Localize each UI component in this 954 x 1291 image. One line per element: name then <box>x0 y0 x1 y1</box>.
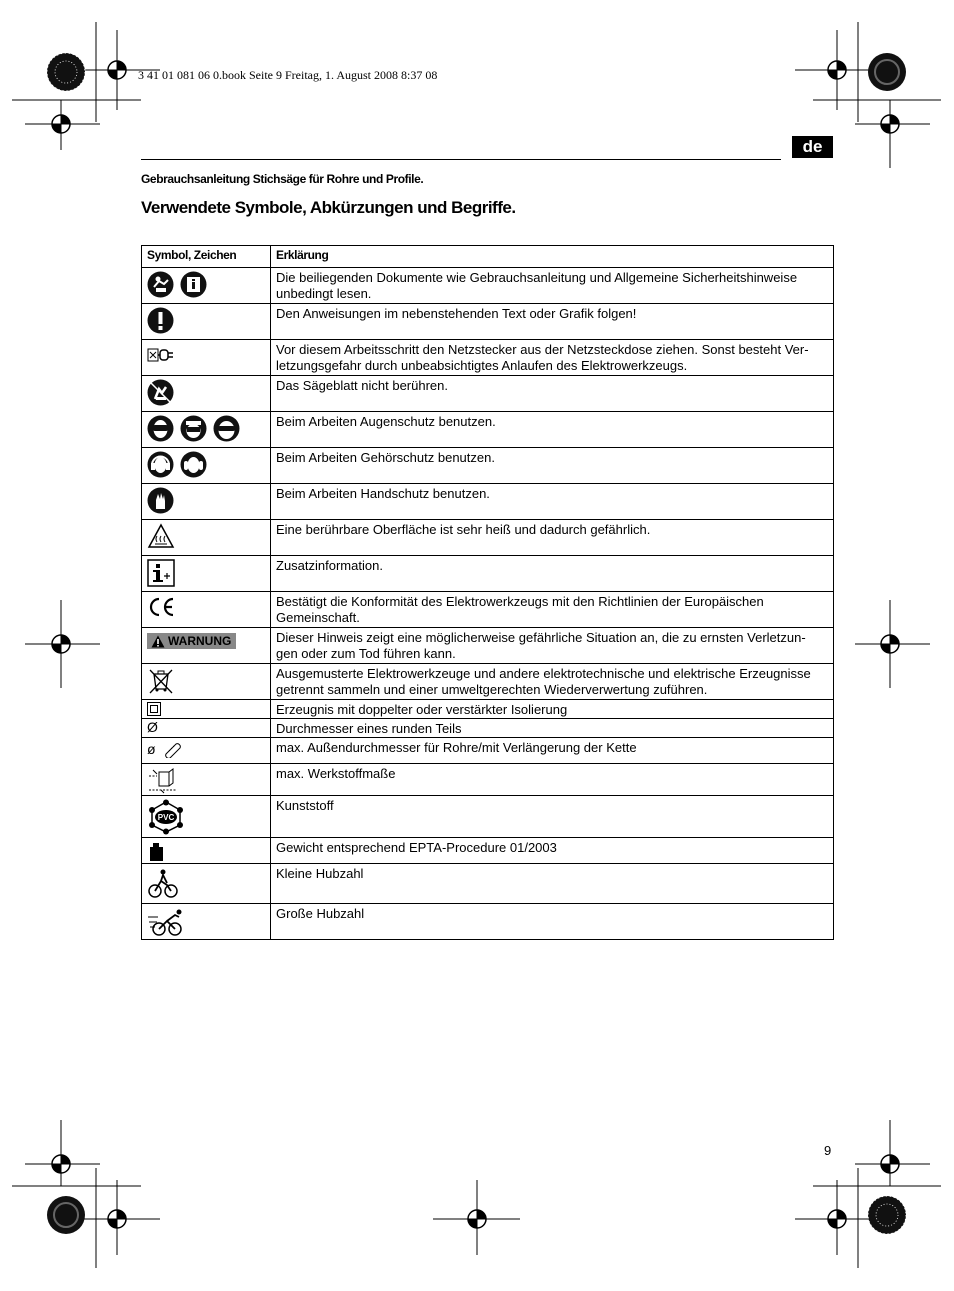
safety-glasses-icon <box>213 415 240 442</box>
diameter-small-icon: ø <box>147 741 156 757</box>
table-row <box>142 628 834 664</box>
face-shield-icon <box>180 415 207 442</box>
ce-mark-icon <box>147 595 179 619</box>
warning-badge-label: WARNUNG <box>168 634 232 648</box>
row-text: Das Sägeblatt nicht berühren. <box>271 376 834 412</box>
row-text: Gewicht entsprechend EPTA-Procedure 01/2003 <box>271 838 834 864</box>
hot-surface-icon <box>147 523 175 549</box>
table-row <box>142 268 834 304</box>
symbols-table <box>141 245 834 940</box>
row-text: Kunststoff <box>271 796 834 838</box>
info-plus-icon <box>147 559 175 587</box>
unplug-icon <box>147 343 177 367</box>
table-row <box>142 304 834 340</box>
page-number: 9 <box>824 1143 832 1158</box>
table-row <box>142 700 834 719</box>
warning-badge <box>147 633 236 649</box>
row-text: Den Anweisungen im nebenstehenden Text oder Grafik folgen! <box>271 304 834 340</box>
table-row <box>142 556 834 592</box>
row-text: Beim Arbeiten Augenschutz benutzen. <box>271 412 834 448</box>
table-row <box>142 864 834 904</box>
row-text: max. Außendurchmesser für Rohre/mit Verlängerung der Kette <box>271 738 834 764</box>
row-text: Die beiliegenden Dokumente wie Gebrauchsanleitung und Allgemeine Sicherheitshinweise unbedingt lesen. <box>271 268 834 304</box>
table-row <box>142 738 834 764</box>
slow-cyclist-icon <box>147 867 179 899</box>
row-text: Kleine Hubzahl <box>271 864 834 904</box>
table-header-row <box>142 246 834 268</box>
material-dimensions-icon <box>147 766 179 794</box>
pvc-plastic-icon <box>147 799 185 835</box>
no-touch-blade-icon <box>147 379 174 406</box>
diameter-icon: Ø <box>147 719 158 735</box>
table-row <box>142 412 834 448</box>
table-row <box>142 904 834 940</box>
ear-protection-icon <box>147 451 174 478</box>
fast-cyclist-icon <box>147 907 187 939</box>
read-manual-icon <box>147 271 174 298</box>
mandatory-action-icon <box>147 307 174 334</box>
table-row <box>142 448 834 484</box>
table-row <box>142 592 834 628</box>
col-explanation-header: Erklärung <box>271 246 834 268</box>
row-text: Erzeugnis mit doppelter oder verstärkter Isolierung <box>271 700 834 719</box>
table-row <box>142 340 834 376</box>
chain-extension-icon <box>162 740 184 758</box>
table-row <box>142 376 834 412</box>
table-row <box>142 484 834 520</box>
col-symbol-header: Symbol, Zeichen <box>142 246 271 268</box>
warning-triangle-icon <box>151 635 165 648</box>
weight-icon <box>147 842 167 862</box>
section-title: Verwendete Symbole, Abkürzungen und Begriffe. <box>141 198 516 217</box>
row-text: Dieser Hinweis zeigt eine möglicherweise gefährliche Situation an, die zu ernsten Verletzun-gen oder zum Tod führen kann. <box>271 628 834 664</box>
row-text: Bestätigt die Konformität des Elektrowerkzeugs mit den Richtlinien der Europäischen Gemeinschaft. <box>271 592 834 628</box>
book-file-line: 3 41 01 081 06 0.book Seite 9 Freitag, 1. August 2008 8:37 08 <box>138 68 438 82</box>
pvc-label: PVC <box>157 813 175 822</box>
table-row <box>142 764 834 796</box>
row-text: Große Hubzahl <box>271 904 834 940</box>
table-row <box>142 838 834 864</box>
row-text: Durchmesser eines runden Teils <box>271 719 834 738</box>
language-tab: de <box>792 136 833 158</box>
row-text: Beim Arbeiten Handschutz benutzen. <box>271 484 834 520</box>
table-row <box>142 719 834 738</box>
earmuff-icon <box>180 451 207 478</box>
row-text: Ausgemusterte Elektrowerkzeuge und andere elektrotechnische und elektrische Erzeugnisse getrennt sammeln und einer umweltgerechten Wiederverwertung zuführen. <box>271 664 834 700</box>
table-row <box>142 664 834 700</box>
weee-bin-icon <box>147 667 175 695</box>
row-text: Zusatzinformation. <box>271 556 834 592</box>
row-text: max. Werkstoffmaße <box>271 764 834 796</box>
row-text: Beim Arbeiten Gehörschutz benutzen. <box>271 448 834 484</box>
table-row <box>142 520 834 556</box>
manual-info-icon <box>180 271 207 298</box>
header-rule <box>141 159 781 160</box>
goggles-icon <box>147 415 174 442</box>
manual-subtitle: Gebrauchsanleitung Stichsäge für Rohre und Profile. <box>141 172 424 186</box>
row-text: Eine berührbare Oberfläche ist sehr heiß und dadurch gefährlich. <box>271 520 834 556</box>
double-insulation-icon <box>147 702 161 716</box>
table-row <box>142 796 834 838</box>
gloves-icon <box>147 487 174 514</box>
row-text: Vor diesem Arbeitsschritt den Netzstecker aus der Netzsteckdose ziehen. Sonst besteht Ver-letzungsgefahr durch unbeabsichtigtes Anlaufen des Elektrowerkzeugs. <box>271 340 834 376</box>
